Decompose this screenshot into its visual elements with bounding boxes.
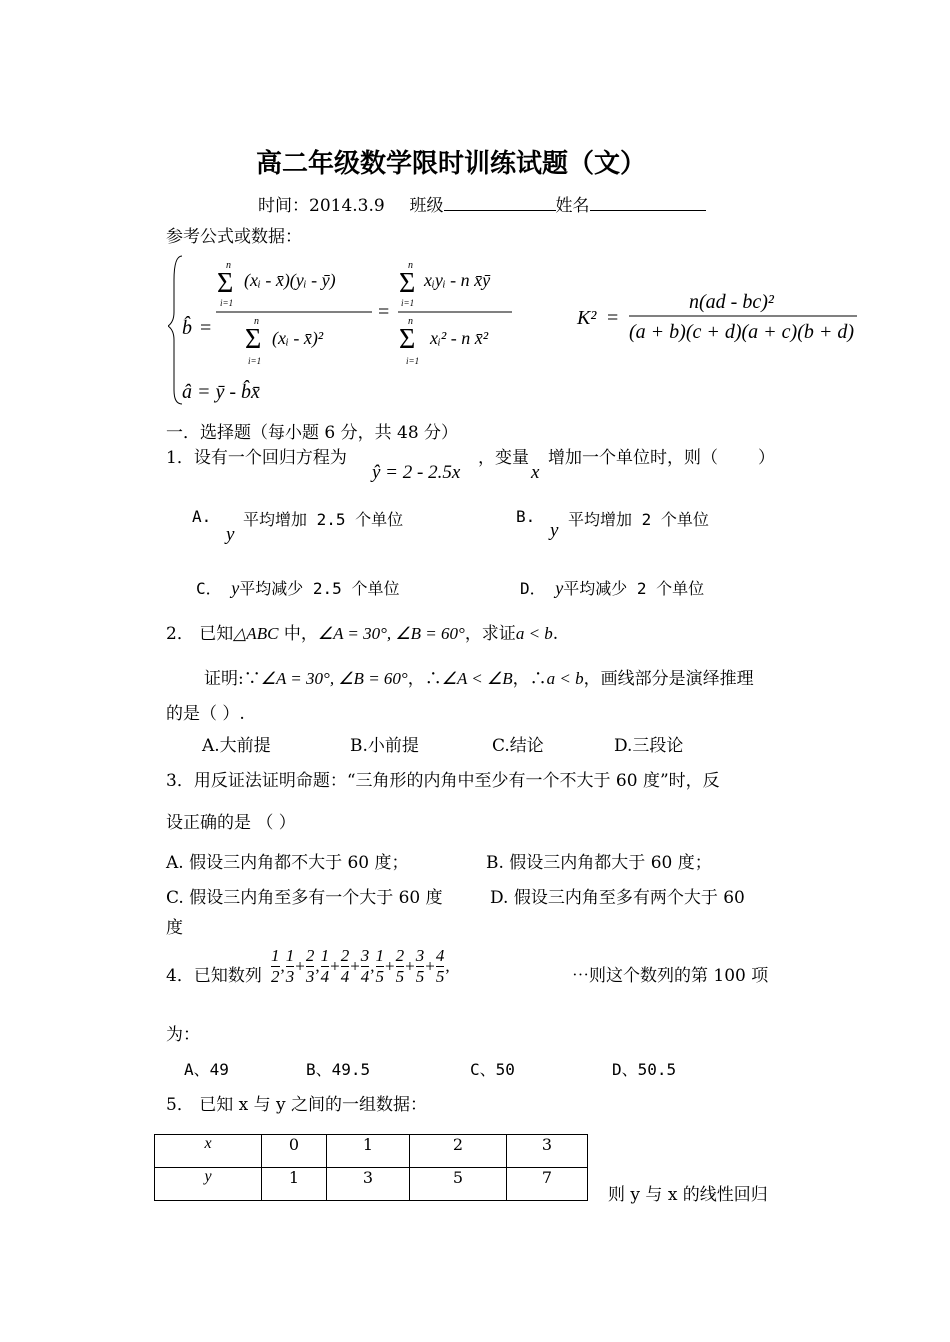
sequence-separator: + xyxy=(295,956,305,976)
q1-stem xyxy=(166,443,347,468)
q5-tail: 则 y 与 x 的线性回归 xyxy=(608,1185,768,1205)
sequence-separator: , xyxy=(370,956,375,976)
sum-i1-3: i=1 xyxy=(401,298,415,308)
q1-option-c-label: C． xyxy=(196,579,222,598)
table-cell: x xyxy=(155,1135,262,1168)
chi-square-formula xyxy=(575,282,865,352)
q2-line2-math2: ∠A < ∠B xyxy=(441,669,513,688)
name-label: 姓名 xyxy=(555,196,590,216)
q3-option-a[interactable]: A. 假设三内角都不大于 60 度； xyxy=(166,853,409,873)
table-cell: 0 xyxy=(262,1135,327,1168)
fraction-numerator: 3 xyxy=(360,946,370,965)
q2-line2 xyxy=(204,664,754,689)
q1-option-a-var: y xyxy=(226,524,235,545)
q4-option-b[interactable]: B、49.5 xyxy=(306,1060,371,1079)
fraction xyxy=(396,946,405,987)
fraction-numerator: 2 xyxy=(305,946,315,965)
sequence-separator: , xyxy=(315,956,320,976)
q5-stem: 5． 已知 x 与 y 之间的一组数据： xyxy=(166,1095,428,1115)
q2-line1-b: 中， xyxy=(278,624,318,644)
table-row xyxy=(155,1168,588,1201)
q4-stem-b: ⋯则这个数列的第 100 项 xyxy=(572,966,769,986)
q2-line2-d: ，画线部分是演绎推理 xyxy=(583,669,754,689)
fraction xyxy=(321,946,330,987)
q2-line2-b: ，∴ xyxy=(407,669,442,689)
name-blank[interactable] xyxy=(590,194,706,211)
table-cell: 3 xyxy=(327,1168,410,1201)
fraction-numerator: 4 xyxy=(435,946,445,965)
q2-line1-math1: △ABC xyxy=(233,624,279,643)
fraction-denominator: 5 xyxy=(435,967,445,986)
q4-sequence xyxy=(270,946,450,996)
fraction-numerator: 1 xyxy=(285,946,295,965)
q1-option-d[interactable] xyxy=(520,576,704,599)
q1-option-c[interactable] xyxy=(196,576,399,599)
fraction xyxy=(306,946,315,987)
fraction xyxy=(286,946,295,987)
numerator-2: xᵢyᵢ - n x̄ȳ xyxy=(424,270,491,290)
q1-equation: ŷ = 2 - 2.5x xyxy=(372,462,461,483)
q2-option-c[interactable]: C.结论 xyxy=(492,736,544,756)
fraction-numerator: 1 xyxy=(320,946,330,965)
table-cell: 1 xyxy=(262,1168,327,1201)
fraction-denominator: 4 xyxy=(360,967,370,986)
q1-stem-a: 1．设有一个回归方程为 xyxy=(166,448,347,468)
class-label: 班级 xyxy=(409,196,444,216)
fraction-denominator: 3 xyxy=(305,967,315,986)
sequence-separator: + xyxy=(350,956,360,976)
fraction-denominator: 5 xyxy=(375,967,385,986)
k2-numerator: n(ad - bc)² xyxy=(689,291,774,313)
q1-option-c-var: y xyxy=(231,578,240,598)
fraction-numerator: 1 xyxy=(271,946,280,965)
q2-line1-a: 2． 已知 xyxy=(166,624,234,644)
q2-line1-math3: a < b xyxy=(515,624,553,643)
q1-var-x: x xyxy=(531,462,540,483)
class-blank[interactable] xyxy=(444,194,556,211)
exam-meta-line xyxy=(258,191,706,216)
sequence-separator: , xyxy=(280,956,285,976)
reference-label: 参考公式或数据： xyxy=(166,227,302,247)
q1-stem-b: ，变量 xyxy=(478,448,529,468)
sum-sign-3: Σ xyxy=(399,268,416,299)
q2-line3: 的是（ ）. xyxy=(166,704,245,724)
table-cell: 2 xyxy=(410,1135,507,1168)
sum-n-1: n xyxy=(226,260,231,271)
sequence-separator: + xyxy=(405,956,415,976)
q1-option-b-text[interactable]: 平均增加 2 个单位 xyxy=(568,510,709,529)
fraction-numerator: 2 xyxy=(395,946,405,965)
sum-n-3: n xyxy=(408,260,413,271)
fraction-denominator: 3 xyxy=(285,967,295,986)
q1-stem-c-text: 增加一个单位时，则（ xyxy=(548,448,718,468)
sum-i1-1: i=1 xyxy=(220,298,234,308)
q4-option-a[interactable]: A、49 xyxy=(184,1060,229,1079)
q2-line1-math2: ∠A = 30°, ∠B = 60° xyxy=(317,624,465,643)
q2-line1-c: ，求证 xyxy=(464,624,516,644)
fraction-denominator: 4 xyxy=(320,967,330,986)
sequence-separator: + xyxy=(385,956,395,976)
fraction xyxy=(416,946,425,987)
section-heading: 一．选择题（每小题 6 分，共 48 分） xyxy=(166,423,459,443)
q1-option-b-var: y xyxy=(550,520,559,541)
sequence-separator: , xyxy=(445,956,450,976)
q1-option-a-text[interactable]: 平均增加 2.5 个单位 xyxy=(243,510,404,529)
k2-eq: = xyxy=(607,307,619,329)
table-cell: 7 xyxy=(507,1168,588,1201)
fraction-numerator: 1 xyxy=(375,946,385,965)
q2-line1 xyxy=(166,619,558,644)
regression-formula xyxy=(168,250,538,410)
table-cell: y xyxy=(155,1168,262,1201)
eq-1: = xyxy=(200,317,212,339)
q2-line2-c: ，∴ xyxy=(512,669,547,689)
fraction-denominator: 5 xyxy=(395,967,405,986)
fraction xyxy=(361,946,370,987)
time-value: 2014.3.9 xyxy=(309,196,385,216)
q1-option-a-label[interactable]: A. xyxy=(192,507,212,526)
sum-n-4: n xyxy=(408,316,413,327)
q1-option-d-text: 平均减少 2 个单位 xyxy=(563,579,705,598)
fraction-numerator: 2 xyxy=(340,946,350,965)
sequence-separator: + xyxy=(330,956,340,976)
q3-option-d-wrap: 度 xyxy=(166,918,183,938)
q2-line1-d: . xyxy=(552,624,559,644)
denominator-2: xᵢ² - n x̄² xyxy=(430,328,489,348)
q1-stem-d-text: ） xyxy=(758,448,775,468)
q3-line2: 设正确的是 （ ） xyxy=(166,813,296,833)
k2-symbol: K² xyxy=(577,307,597,329)
q2-option-a[interactable]: A.大前提 xyxy=(202,736,271,756)
q1-option-d-label: D． xyxy=(520,579,546,598)
table-cell: 1 xyxy=(327,1135,410,1168)
q2-line2-a: 证明:∵ xyxy=(204,669,261,689)
page-title: 高二年级数学限时训练试题（文） xyxy=(256,149,647,179)
table-cell: 5 xyxy=(410,1168,507,1201)
b-hat: b̂ xyxy=(182,317,192,339)
fraction-denominator: 5 xyxy=(415,967,425,986)
sum-sign-1: Σ xyxy=(217,268,234,299)
q1-option-b-label[interactable]: B. xyxy=(516,507,536,526)
q4-option-d[interactable]: D、50.5 xyxy=(612,1060,677,1079)
q3-option-d[interactable]: D. 假设三内角至多有两个大于 60 xyxy=(490,888,745,908)
q2-line2-math3: a < b xyxy=(546,669,584,688)
k2-denominator: (a + b)(c + d)(a + c)(b + d) xyxy=(629,321,855,343)
q1-option-c-text: 平均减少 2.5 个单位 xyxy=(239,579,400,598)
sequence-separator: + xyxy=(425,956,435,976)
q5-data-table xyxy=(154,1134,588,1201)
denominator-1: (xᵢ - x̄)² xyxy=(272,328,324,348)
fraction-numerator: 3 xyxy=(415,946,425,965)
table-cell: 3 xyxy=(507,1135,588,1168)
q1-stem-c xyxy=(548,443,775,468)
numerator-1: (xᵢ - x̄)(yᵢ - ȳ) xyxy=(244,270,336,290)
sum-i1-2: i=1 xyxy=(248,356,262,366)
sum-sign-4: Σ xyxy=(399,324,416,355)
a-hat-line: â = ȳ - b̂x̄ xyxy=(182,381,260,403)
q1-option-d-var: y xyxy=(555,578,564,598)
q3-option-c[interactable]: C. 假设三内角至多有一个大于 60 度 xyxy=(166,888,443,908)
fraction xyxy=(271,946,280,987)
time-label: 时间： xyxy=(258,196,309,216)
q4-option-c[interactable]: C、50 xyxy=(470,1060,515,1079)
q2-option-b[interactable]: B.小前提 xyxy=(350,736,419,756)
q2-line2-math1: ∠A = 30°, ∠B = 60° xyxy=(260,669,408,688)
q2-option-d[interactable]: D.三段论 xyxy=(614,736,684,756)
q3-option-b[interactable]: B. 假设三内角都大于 60 度； xyxy=(486,853,712,873)
q4-stem-a: 4．已知数列 xyxy=(166,966,262,986)
fraction xyxy=(376,946,385,987)
eq-2: = xyxy=(378,301,390,323)
q4-line2: 为： xyxy=(166,1025,200,1045)
fraction xyxy=(436,946,445,987)
q3-line1: 3．用反证法证明命题：“三角形的内角中至少有一个不大于 60 度”时，反 xyxy=(166,771,720,791)
table-row xyxy=(155,1135,588,1168)
sum-i1-4: i=1 xyxy=(406,356,420,366)
sum-n-2: n xyxy=(254,316,259,327)
fraction-denominator: 4 xyxy=(340,967,350,986)
fraction xyxy=(341,946,350,987)
sum-sign-2: Σ xyxy=(245,324,262,355)
fraction-denominator: 2 xyxy=(271,967,280,986)
